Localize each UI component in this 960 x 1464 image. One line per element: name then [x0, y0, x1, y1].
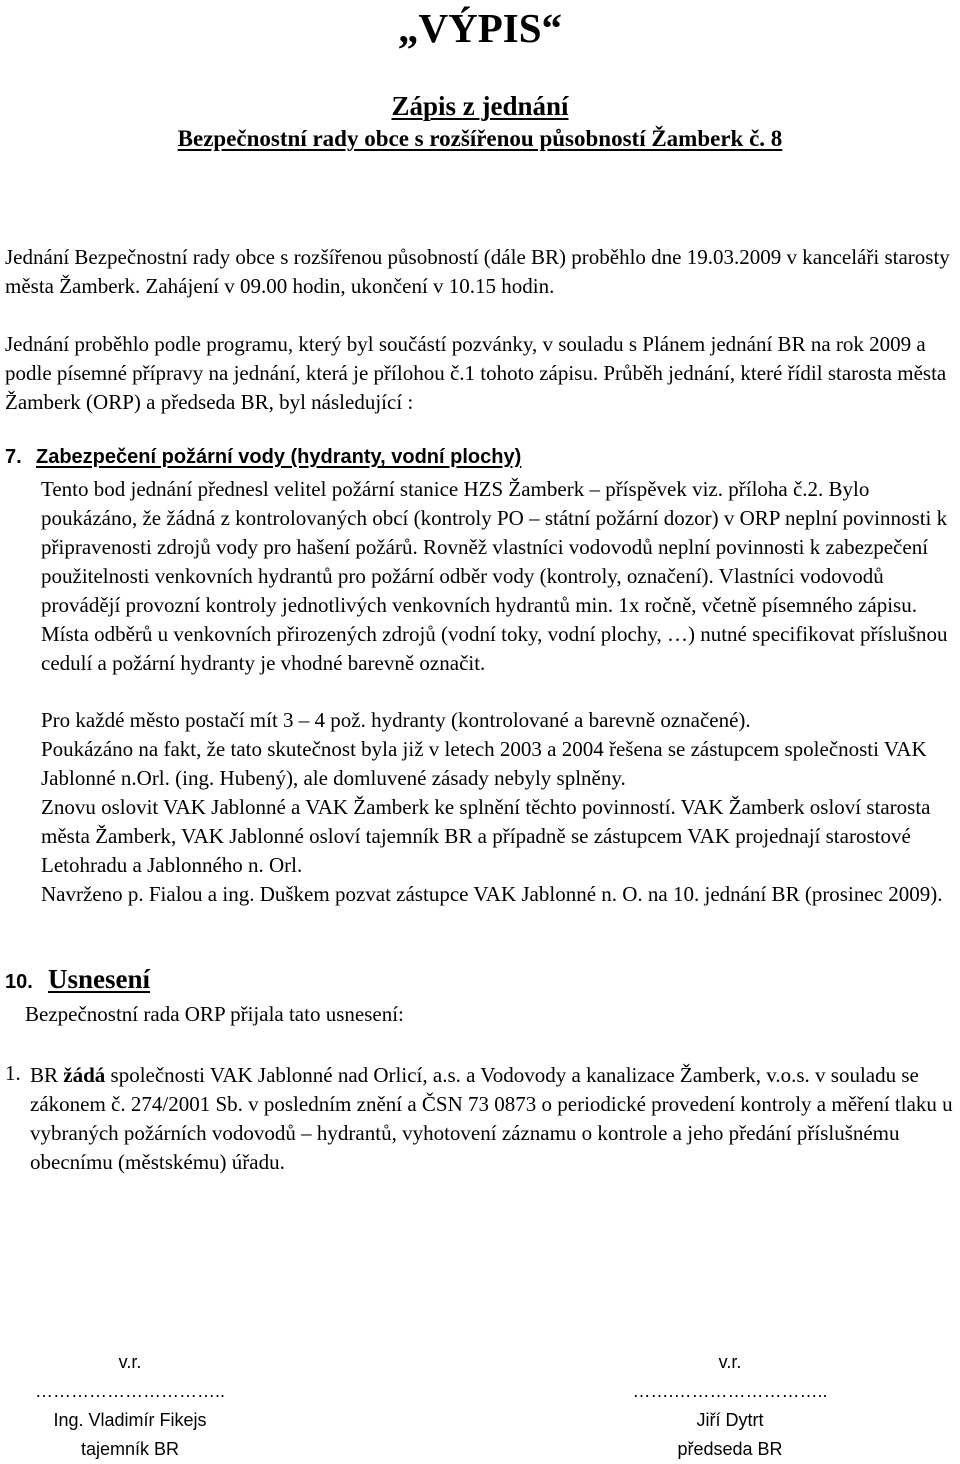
signature-right-role: předseda BR: [677, 1439, 783, 1459]
resolution-1-lead: BR: [30, 1063, 64, 1087]
document-subtitle: Zápis z jednání: [391, 91, 569, 121]
signature-right-dots: …….……………………..: [632, 1381, 828, 1401]
signature-right-name: Jiří Dytrt: [696, 1410, 764, 1430]
signature-right: [600, 1348, 860, 1464]
intro-paragraph-1-text: Jednání Bezpečnostní rady obce s rozšířenou působností (dále BR) proběhlo dne 19.03.2009 v kanceláři starosty města Žamberk. Zahájení v 09.00 hodin, ukončení v 10.15 hodin.: [5, 245, 950, 298]
item-10-number: 10.: [5, 971, 33, 993]
intro-paragraph-2-text: Jednání proběhlo podle programu, který byl součástí pozvánky, v souladu s Plánem jednání BR na rok 2009 a podle písemné přípravy na jednání, která je přílohou č.1 tohoto zápisu. Průběh jednání, které řídil starosta města Žamberk (ORP) a předseda BR, byl následující :: [5, 332, 947, 414]
signature-left-name: Ing. Vladimír Fikejs: [53, 1410, 207, 1430]
intro-paragraph-1: [5, 243, 955, 301]
signature-left-dots: …………………………..: [34, 1381, 225, 1401]
item-7-paragraph-5: Navrženo p. Fialou a ing. Duškem pozvat zástupce VAK Jablonné n. O. na 10. jednání BR (prosinec 2009).: [41, 882, 943, 906]
signature-left: [0, 1348, 260, 1464]
signature-right-vr: v.r.: [718, 1352, 742, 1372]
resolution-intro: Bezpečnostní rada ORP přijala tato usnesení:: [25, 1002, 404, 1026]
item-10-title: Usnesení: [48, 964, 151, 994]
item-7-paragraph-2: Pro každé město postačí mít 3 – 4 pož. hydranty (kontrolované a barevně označené).: [41, 708, 751, 732]
item-7-paragraph-1: Tento bod jednání přednesl velitel požární stanice HZS Žamberk – příspěvek viz. příloha č.2. Bylo poukázáno, že žádná z kontrolovaných obcí (kontroly PO – státní požární dozor) v ORP neplní povinnosti k připravenosti zdrojů vody pro hašení požárů. Rovněž vlastníci vodovodů neplní povinnosti k zabezpečení použitelnosti venkovních hydrantů pro požární odběr vody (kontroly, označení). Vlastníci vodovodů provádějí provozní kontroly jednotlivých venkovních hydrantů min. 1x ročně, včetně písemného zápisu. Místa odběrů u venkovních přirozených zdrojů (vodní toky, vodní plochy, …) nutné specifikovat příslušnou cedulí a požární hydranty je vhodné barevně označit.: [41, 477, 948, 675]
item-7-title: Zabezpečení požární vody (hydranty, vodní plochy): [36, 446, 522, 468]
signature-left-vr: v.r.: [118, 1352, 142, 1372]
item-7-paragraph-3: Poukázáno na fakt, že tato skutečnost byla již v letech 2003 a 2004 řešena se zástupcem společnosti VAK Jablonné n.Orl. (ing. Hubený), ale domluvené zásady nebyly splněny.: [41, 737, 927, 790]
signature-left-role: tajemník BR: [80, 1439, 180, 1459]
item-7-number: 7.: [5, 446, 22, 468]
resolution-1-body: společnosti VAK Jablonné nad Orlicí, a.s. a Vodovody a kanalizace Žamberk, v.o.s. v souladu se zákonem č. 274/2001 Sb. v posledním znění a ČSN 73 0873 o periodické provedení kontroly a měření tlaku u vybraných požárních vodovodů – hydrantů, vyhotovení záznamu o kontrole a jeho předání příslušnému obecnímu (městskému) úřadu.: [30, 1063, 953, 1174]
council-name: Bezpečnostní rady obce s rozšířenou působností Žamberk č. 8: [177, 126, 783, 151]
intro-paragraph-2: [5, 330, 955, 417]
document-title: „VÝPIS“: [397, 5, 563, 51]
item-7-paragraph-4: Znovu oslovit VAK Jablonné a VAK Žamberk ke splnění těchto povinností. VAK Žamberk osloví starosta města Žamberk, VAK Jablonné osloví tajemník BR a případně se zástupcem VAK projednají starostové Letohradu a Jablonného n. Orl.: [41, 795, 931, 877]
resolution-1-text: [30, 1061, 955, 1177]
resolution-1-verb: žádá: [63, 1063, 106, 1087]
resolution-1-number: 1.: [5, 1061, 21, 1085]
